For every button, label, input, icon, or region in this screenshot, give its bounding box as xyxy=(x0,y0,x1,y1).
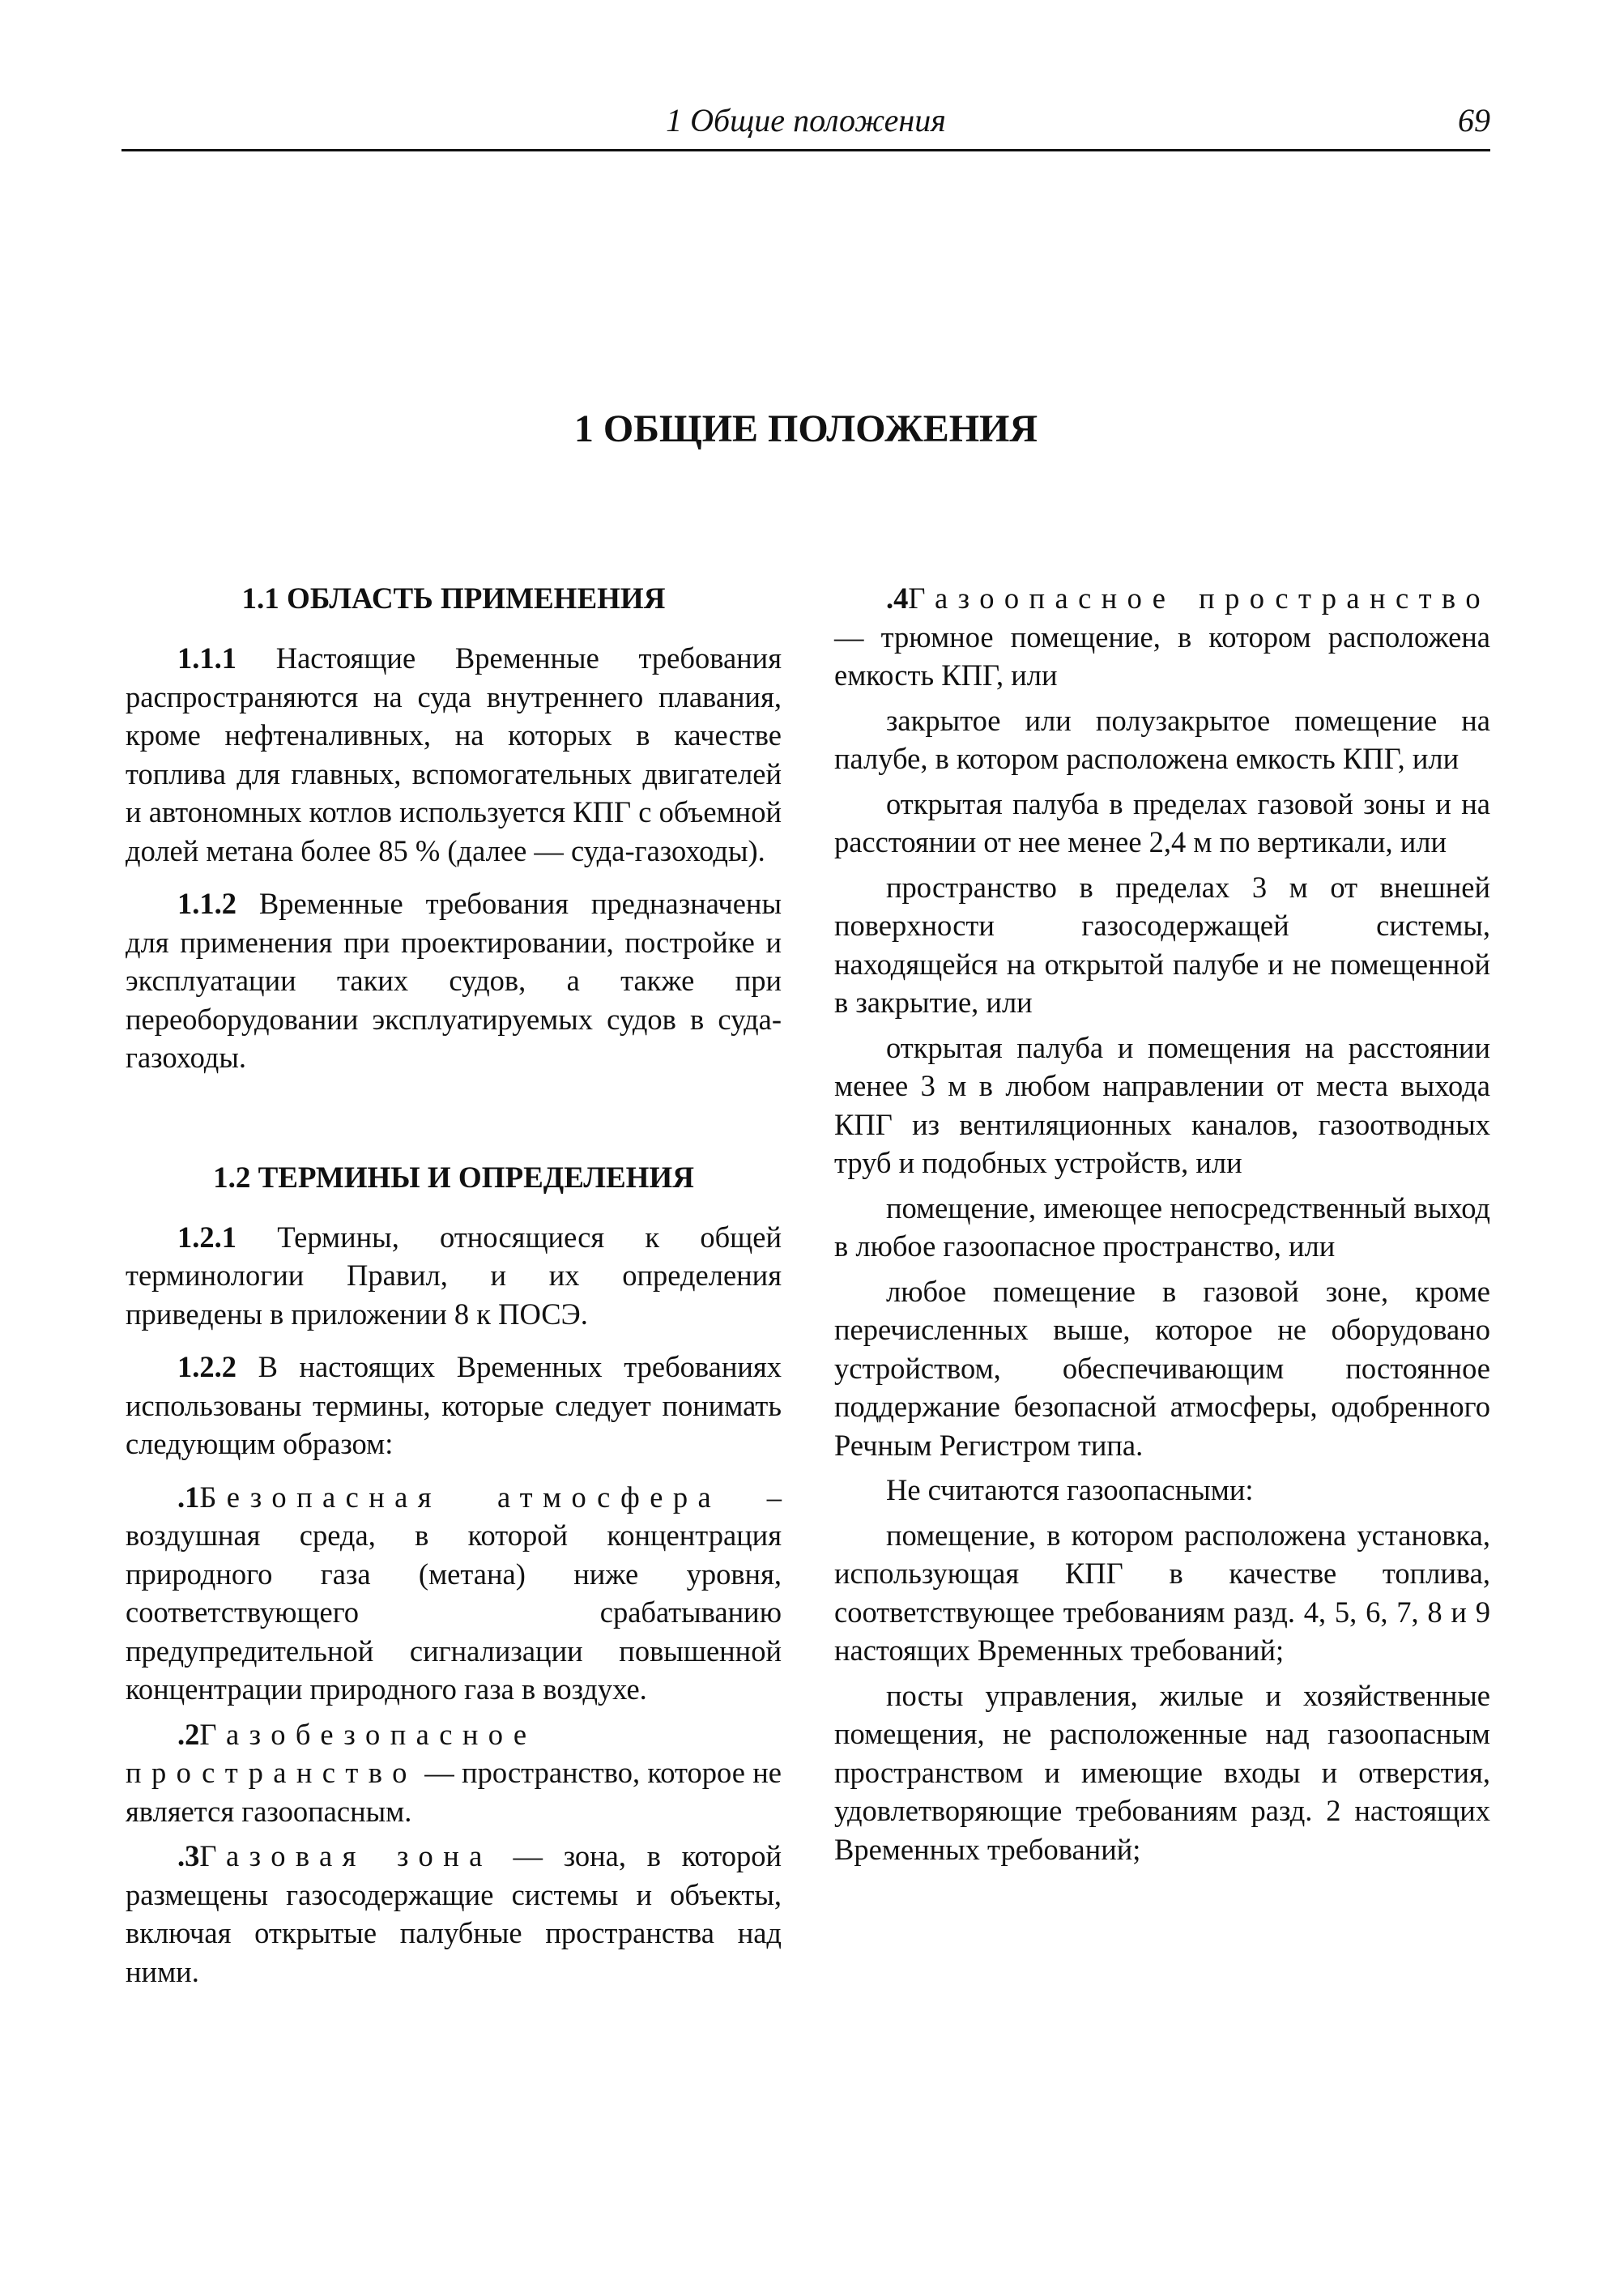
section-title-1-1: 1.1 ОБЛАСТЬ ПРИМЕНЕНИЯ xyxy=(241,582,666,616)
list-item: любое помещение в газовой зоне, кроме перечисленных выше, которое не оборудовано устройством, обеспечивающим постоянное поддержание безопасной атмосферы, одобренного Речным Регистром типа. xyxy=(834,1274,1490,1462)
paragraph-text: В настоящих Временных требованиях использованы термины, которые следует понимать следующим образом: xyxy=(126,1350,782,1460)
paragraph-1-1-2 xyxy=(126,884,782,1077)
term-dash: — xyxy=(834,620,864,654)
paragraph-text: Временные требования предназначены для применения при проектировании, постройке и эксплуатации таких судов, а также при переоборудовании эксплуатируемых судов в суда-газоходы. xyxy=(126,887,782,1074)
running-head-title: 1 Общие положения xyxy=(666,102,946,138)
term-number: .1 xyxy=(177,1480,200,1514)
paragraph-1-1-1 xyxy=(126,639,782,870)
term-definition: пространство, которое не является газоопасным. xyxy=(126,1756,782,1828)
list-item: открытая палуба в пределах газовой зоны и на расстоянии от нее менее 2,4 м по вертикали, или xyxy=(834,786,1490,858)
section-title-1-2: 1.2 ТЕРМИНЫ И ОПРЕДЕЛЕНИЯ xyxy=(213,1161,694,1195)
term-1 xyxy=(126,1478,782,1709)
list-item: открытая палуба и помещения на расстоянии менее 3 м в любом направлении от места выхода КПГ из вентиляционных каналов, газоотводных труб и подобных устройств, или xyxy=(834,1030,1490,1179)
term-2 xyxy=(126,1715,782,1831)
paragraph-number: 1.2.2 xyxy=(177,1350,237,1383)
running-head xyxy=(121,100,1490,151)
term-number: .4 xyxy=(886,581,909,615)
list-item: посты управления, жилые и хозяйственные помещения, не расположенные над газоопасным пространством и имеющие входы и отверстия, удовлетворяющие требованиям разд. 2 настоящих Временных требований; xyxy=(834,1678,1490,1866)
left-column xyxy=(126,579,782,1997)
paragraph-number: 1.2.1 xyxy=(177,1220,237,1254)
term-definition: трюмное помещение, в котором расположена емкость КПГ, или xyxy=(834,620,1490,692)
term-name: Газоопасное пространство xyxy=(908,581,1490,615)
term-dash: – xyxy=(766,1480,782,1514)
term-definition: воздушная среда, в которой концентрация природного газа (метана) ниже уровня, соответствующего срабатыванию предупредительной сигнализации повышенной концентрации природного газа в воздухе. xyxy=(126,1519,782,1706)
right-column xyxy=(834,579,1490,1875)
term-number: .2 xyxy=(177,1717,200,1751)
term-number: .3 xyxy=(177,1839,200,1872)
list-item: помещение, имеющее непосредственный выход в любое газоопасное пространство, или xyxy=(834,1191,1490,1263)
paragraph-text: Настоящие Временные требования распространяются на суда внутреннего плавания, кроме нефтеналивных, на которых в качестве топлива для главных, вспомогательных двигателей и автономных котлов используется КПГ с объемной долей метана более 85 % (далее — суда-газоходы). xyxy=(126,641,782,867)
term-dash: — xyxy=(424,1756,454,1789)
list-item: Не считаются газоопасными: xyxy=(886,1473,1254,1506)
list-item: пространство в пределах 3 м от внешней поверхности газосодержащей системы, находящейся на открытой палубе и не помещенной в закрытие, или xyxy=(834,870,1490,1019)
term-name: Газобезопасное пространство xyxy=(126,1717,537,1789)
term-dash: — xyxy=(513,1839,543,1872)
term-4 xyxy=(834,579,1490,695)
list-item: помещение, в котором расположена установка, использующая КПГ в качестве топлива, соответствующее требованиям разд. 4, 5, 6, 7, 8 и 9 настоящих Временных требований; xyxy=(834,1518,1490,1667)
paragraph-number: 1.1.1 xyxy=(177,641,237,675)
chapter-title: 1 ОБЩИЕ ПОЛОЖЕНИЯ xyxy=(573,407,1038,450)
paragraph-text: Термины, относящиеся к общей терминологии Правил, и их определения приведены в приложении 8 к ПОСЭ. xyxy=(126,1220,782,1331)
paragraph-1-2-2 xyxy=(126,1348,782,1463)
term-name: Газовая зона xyxy=(199,1839,492,1872)
term-3 xyxy=(126,1837,782,1991)
term-name: Безопасная атмосфера xyxy=(199,1480,722,1514)
list-item: закрытое или полузакрытое помещение на палубе, в котором расположена емкость КПГ, или xyxy=(834,703,1490,775)
term-definition: зона, в которой размещены газосодержащие системы и объекты, включая открытые палубные пространства над ними. xyxy=(126,1839,782,1988)
paragraph-1-2-1 xyxy=(126,1218,782,1334)
paragraph-number: 1.1.2 xyxy=(177,887,237,920)
page-number: 69 xyxy=(1458,102,1490,138)
